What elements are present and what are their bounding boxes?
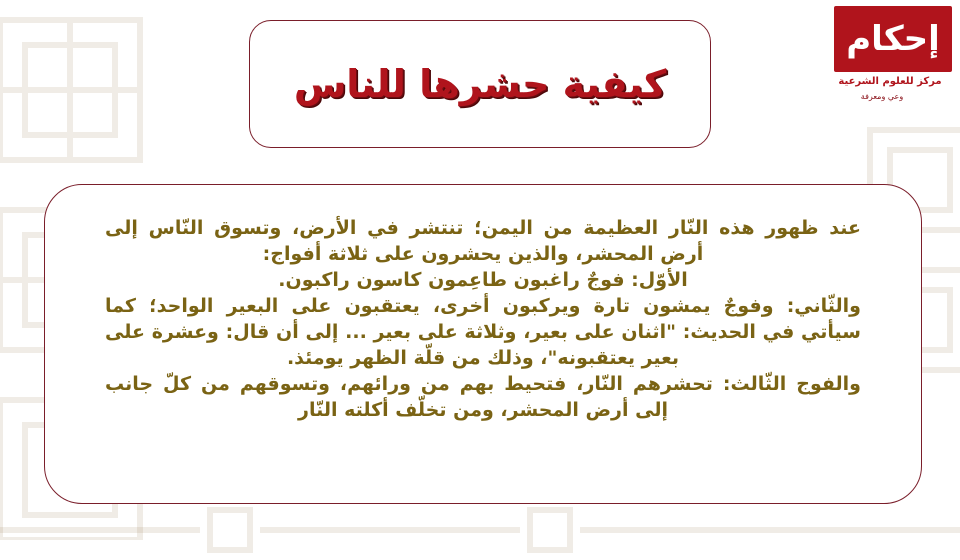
content-text <box>105 215 861 423</box>
paragraph-second-group: والثّاني: وفوجٌ يمشون تارة ويركبون أخرى، يعتقبون على البعير الواحد؛ كما سيأتي في الحديث: "اثنان على بعير، وثلاثة على بعير ... إلى أن قال: وعشرة على بعير يعتقبونه"، وذلك من قلّة الظهر يومئذ. <box>105 295 861 369</box>
logo-name: إحكام <box>846 19 940 59</box>
slide-title: كيفية حشرها للناس <box>293 62 667 106</box>
paragraph-first-group: الأوّل: فوجٌ راغبون طاعِمون كاسون راكبون. <box>278 269 688 291</box>
logo-tagline: وعي ومعرفة <box>860 92 904 101</box>
decorative-pattern-bottom <box>0 500 960 560</box>
logo-subtitle: مركز للعلوم الشرعية <box>838 76 942 87</box>
content-box <box>44 184 922 504</box>
paragraph-third-group: والفوج الثّالث: تحشرهم النّار، فتحيط بهم من ورائهم، وتسوقهم من كلّ جانب إلى أرض المحشر، ومن تخلّف أكلته النّار <box>105 373 861 421</box>
paragraph-intro: عند ظهور هذه النّار العظيمة من اليمن؛ تنتشر في الأرض، وتسوق النّاس إلى أرض المحشر، والذين يحشرون على ثلاثة أفواج: <box>105 217 861 265</box>
brand-logo <box>834 6 952 106</box>
title-box <box>249 20 711 148</box>
logo-mark <box>834 6 952 72</box>
